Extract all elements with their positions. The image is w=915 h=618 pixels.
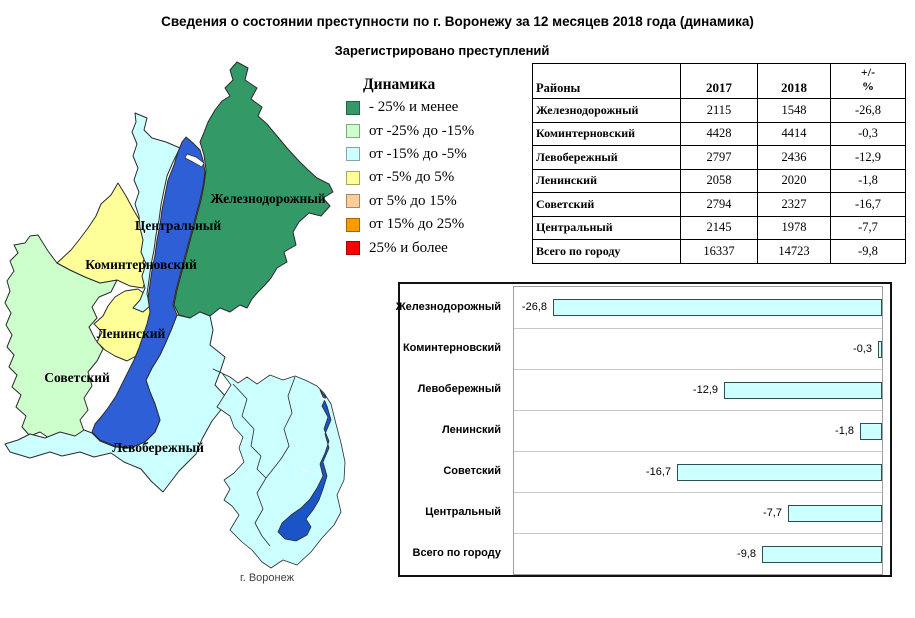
legend-item xyxy=(346,190,474,213)
cell-2018: 1978 xyxy=(758,216,831,240)
map-label-leninsky: Ленинский xyxy=(96,326,166,341)
cell-district: Железнодорожный xyxy=(533,99,681,123)
legend-item xyxy=(346,236,474,259)
map-label-centralny: Центральный xyxy=(134,218,222,233)
cell-delta: -1,8 xyxy=(831,169,906,193)
cell-2018: 2327 xyxy=(758,193,831,217)
legend-swatch xyxy=(346,147,360,161)
cell-district: Советский xyxy=(533,193,681,217)
cell-delta: -16,7 xyxy=(831,193,906,217)
chart-category-label: Советский xyxy=(443,464,501,477)
col-header-2017: 2017 xyxy=(681,64,758,99)
table-row xyxy=(533,146,906,170)
legend-item-label: от 5% до 15% xyxy=(369,192,457,209)
table-header-row xyxy=(533,64,906,99)
cell-2017: 2115 xyxy=(681,99,758,123)
chart-row xyxy=(514,287,882,328)
chart-category-label: Железнодорожный xyxy=(395,300,501,313)
col-header-delta xyxy=(831,64,906,99)
cell-2018: 4414 xyxy=(758,122,831,146)
chart-row xyxy=(514,369,882,410)
legend-item-label: от -15% до -5% xyxy=(369,145,467,162)
city-name-label: г. Воронеж xyxy=(240,572,294,584)
legend-item-label: от 15% до 25% xyxy=(369,216,465,233)
chart-row xyxy=(514,492,882,533)
chart-category-label: Ленинский xyxy=(441,423,501,436)
cell-2018: 14723 xyxy=(758,240,831,264)
legend-item xyxy=(346,143,474,166)
chart-row xyxy=(514,451,882,492)
chart-row xyxy=(514,410,882,451)
cell-2017: 2058 xyxy=(681,169,758,193)
bar xyxy=(878,341,882,358)
chart-category-label: Левобережный xyxy=(417,382,501,395)
bar-value-label: -0,3 xyxy=(853,343,872,355)
chart-category-label: Центральный xyxy=(425,505,501,518)
bar-value-label: -7,7 xyxy=(763,507,782,519)
table-row-total xyxy=(533,240,906,264)
cell-2018: 2020 xyxy=(758,169,831,193)
cell-delta: -0,3 xyxy=(831,122,906,146)
chart-row xyxy=(514,533,882,574)
bar-value-label: -26,8 xyxy=(521,301,547,313)
map-label-kominternovsky: Коминтерновский xyxy=(85,257,197,272)
bar xyxy=(677,464,882,481)
legend-item-label: - 25% и менее xyxy=(369,99,459,116)
map-label-sovetsky: Советский xyxy=(44,370,110,385)
bar xyxy=(553,299,882,316)
delta-header-line2: % xyxy=(862,79,874,93)
map-label-zheleznodorozhny: Железнодорожный xyxy=(210,191,326,206)
cell-district: Левобережный xyxy=(533,146,681,170)
legend-swatch xyxy=(346,171,360,185)
cell-2017: 2145 xyxy=(681,216,758,240)
page-subtitle: Зарегистрировано преступлений xyxy=(334,43,550,58)
legend-item-label: от -5% до 5% xyxy=(369,169,455,186)
cell-delta: -9,8 xyxy=(831,240,906,264)
map-legend xyxy=(346,76,474,260)
col-header-district: Районы xyxy=(533,64,681,99)
cell-delta: -7,7 xyxy=(831,216,906,240)
col-header-2018: 2018 xyxy=(758,64,831,99)
legend-item xyxy=(346,213,474,236)
chart-category-axis xyxy=(395,286,507,573)
bar xyxy=(724,382,882,399)
chart-row xyxy=(514,328,882,369)
bar-value-label: -16,7 xyxy=(645,466,671,478)
cell-2017: 16337 xyxy=(681,240,758,264)
bar-value-label: -9,8 xyxy=(737,548,756,560)
cell-2018: 1548 xyxy=(758,99,831,123)
table-row xyxy=(533,169,906,193)
table-row xyxy=(533,99,906,123)
legend-swatch xyxy=(346,194,360,208)
legend-item-label: 25% и более xyxy=(369,239,448,256)
page-title: Сведения о состоянии преступности по г. Воронежу за 12 месяцев 2018 года (динамика) xyxy=(161,14,754,29)
cell-2017: 2797 xyxy=(681,146,758,170)
legend-title: Динамика xyxy=(363,76,436,93)
cell-district: Коминтерновский xyxy=(533,122,681,146)
legend-item-label: от -25% до -15% xyxy=(369,122,475,139)
dynamics-bar-chart xyxy=(395,282,892,577)
cell-district: Всего по городу xyxy=(533,240,681,264)
bar xyxy=(860,423,882,440)
legend-item xyxy=(346,119,474,142)
legend-item xyxy=(346,96,474,119)
delta-header-line1: +/- xyxy=(860,65,876,80)
inset-map xyxy=(213,369,345,568)
bar-value-label: -12,9 xyxy=(692,384,718,396)
legend-swatch xyxy=(346,124,360,138)
bar-value-label: -1,8 xyxy=(835,425,854,437)
legend-swatch xyxy=(346,218,360,232)
cell-district: Ленинский xyxy=(533,169,681,193)
table-row xyxy=(533,216,906,240)
table-row xyxy=(533,122,906,146)
map-label-levoberezhny: Левобережный xyxy=(112,440,204,455)
legend-swatch xyxy=(346,101,360,115)
legend-item xyxy=(346,166,474,189)
cell-2018: 2436 xyxy=(758,146,831,170)
chart-category-label: Коминтерновский xyxy=(402,341,501,354)
crime-stats-table xyxy=(532,63,906,264)
chart-category-label: Всего по городу xyxy=(412,546,501,559)
cell-district: Центральный xyxy=(533,216,681,240)
bar xyxy=(762,546,882,563)
cell-2017: 2794 xyxy=(681,193,758,217)
cell-delta: -26,8 xyxy=(831,99,906,123)
bar xyxy=(788,505,882,522)
cell-delta: -12,9 xyxy=(831,146,906,170)
legend-swatch xyxy=(346,241,360,255)
table-row xyxy=(533,193,906,217)
chart-plot-area xyxy=(513,286,883,575)
cell-2017: 4428 xyxy=(681,122,758,146)
